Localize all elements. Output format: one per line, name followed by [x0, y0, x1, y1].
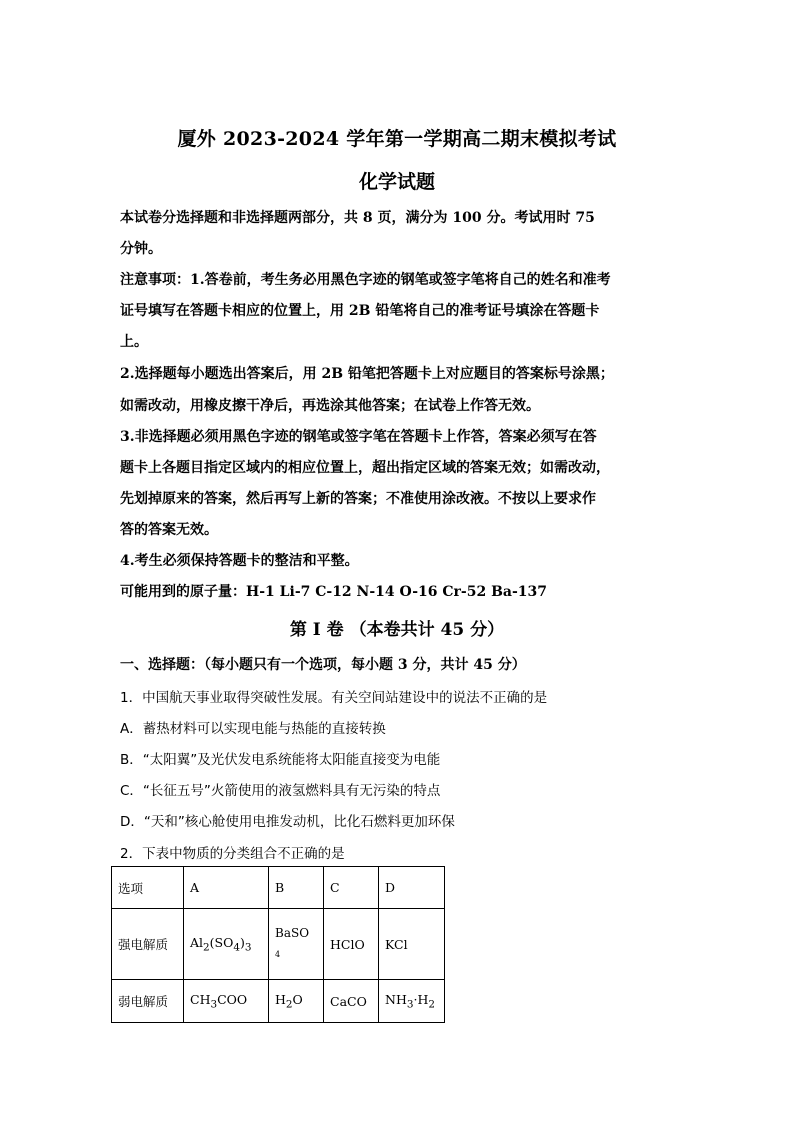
instruction-line: 如需改动，用橡皮擦干净后，再选涂其他答案；在试卷上作答无效。: [120, 398, 540, 414]
formula-subscript: 2: [285, 998, 293, 1011]
instruction-line: 先划掉原来的答案，然后再写上新的答案；不准使用涂改液。不按以上要求作: [120, 491, 596, 507]
instruction-line: 2.选择题每小题选出答案后，用 2B 铅笔把答题卡上对应题目的答案标号涂黑；: [120, 366, 614, 382]
row-label: 弱电解质: [112, 980, 184, 1023]
instruction-line: 本试卷分选择题和非选择题两部分，共 8 页，满分为 100 分。考试用时 75: [120, 210, 595, 226]
option-a: A．蓄热材料可以实现电能与热能的直接转换: [120, 721, 386, 737]
formula-text: H: [275, 991, 286, 1007]
table-row: [112, 980, 445, 1023]
classification-table: [111, 866, 445, 1023]
formula-cell: [184, 980, 269, 1023]
formula-text: Al: [190, 934, 204, 950]
formula-cell: [269, 980, 324, 1023]
atomic-mass-line: 可能用到的原子量：H-1 Li-7 C-12 N-14 O-16 Cr-52 Ba-137: [120, 584, 548, 600]
instruction-line: 题卡上各题目指定区域内的相应位置上，超出指定区域的答案无效；如需改动，: [120, 460, 610, 476]
table-header-cell: 选项: [112, 867, 184, 909]
formula-text: NH: [385, 991, 407, 1007]
table-row: [112, 909, 445, 980]
formula-subscript: 2: [428, 998, 435, 1011]
option-b: B．“太阳翼”及光伏发电系统能将太阳能直接变为电能: [120, 752, 441, 768]
instruction-line: 证号填写在答题卡相应的位置上，用 2B 铅笔将自己的准考证号填涂在答题卡: [120, 303, 600, 319]
instruction-line: 分钟。: [120, 241, 162, 257]
formula-text: (SO: [209, 934, 234, 950]
instruction-line: 注意事项：1.答卷前，考生务必用黑色字迹的钢笔或签字笔将自己的姓名和准考: [120, 272, 611, 288]
formula-cell: [379, 980, 445, 1023]
table-header-row: [112, 867, 445, 909]
formula-subscript: 2: [203, 941, 210, 954]
exam-title: 厦外 2023-2024 学年第一学期高二期末模拟考试: [177, 128, 617, 150]
table-header-cell: D: [379, 867, 445, 909]
part-heading: 一、选择题：（每小题只有一个选项，每小题 3 分，共计 45 分）: [120, 657, 526, 673]
table-header-cell: A: [184, 867, 269, 909]
formula-subscript: 3: [406, 998, 414, 1011]
exam-subtitle: 化学试题: [358, 171, 435, 193]
table-header-cell: C: [324, 867, 379, 909]
formula-cell: [269, 909, 324, 980]
formula-text: CH: [190, 991, 211, 1007]
formula-cell: CaCO: [324, 980, 379, 1023]
formula-subscript: 4: [275, 950, 281, 959]
instruction-line: 3.非选择题必须用黑色字迹的钢笔或签字笔在答题卡上作答，答案必须写在答: [120, 429, 597, 445]
instruction-line: 上。: [120, 334, 148, 350]
question-stem: 1．中国航天事业取得突破性发展。有关空间站建设中的说法不正确的是: [120, 690, 548, 706]
formula-subscript: 4: [233, 941, 240, 954]
instruction-line: 4.考生必须保持答题卡的整洁和平整。: [120, 553, 359, 569]
instruction-line: 答的答案无效。: [120, 522, 218, 538]
formula-subscript: 3: [244, 941, 252, 954]
formula-text: BaSO: [275, 926, 310, 940]
row-label: 强电解质: [112, 909, 184, 980]
formula-text: ·H: [413, 991, 429, 1007]
formula-cell: KCl: [379, 909, 445, 980]
formula-cell: [184, 909, 269, 980]
option-c: C．“长征五号”火箭使用的液氢燃料具有无污染的特点: [120, 783, 441, 799]
formula-text: ): [239, 934, 245, 950]
section-title: 第 I 卷 （本卷共计 45 分）: [289, 620, 505, 640]
formula-text: COO: [217, 991, 248, 1007]
option-d: D．“天和”核心舱使用电推发动机，比化石燃料更加环保: [120, 814, 455, 830]
table-header-cell: B: [269, 867, 324, 909]
question-stem: 2．下表中物质的分类组合不正确的是: [120, 846, 345, 862]
formula-subscript: 3: [210, 998, 218, 1011]
formula-text: O: [292, 991, 303, 1007]
formula-cell: HClO: [324, 909, 379, 980]
